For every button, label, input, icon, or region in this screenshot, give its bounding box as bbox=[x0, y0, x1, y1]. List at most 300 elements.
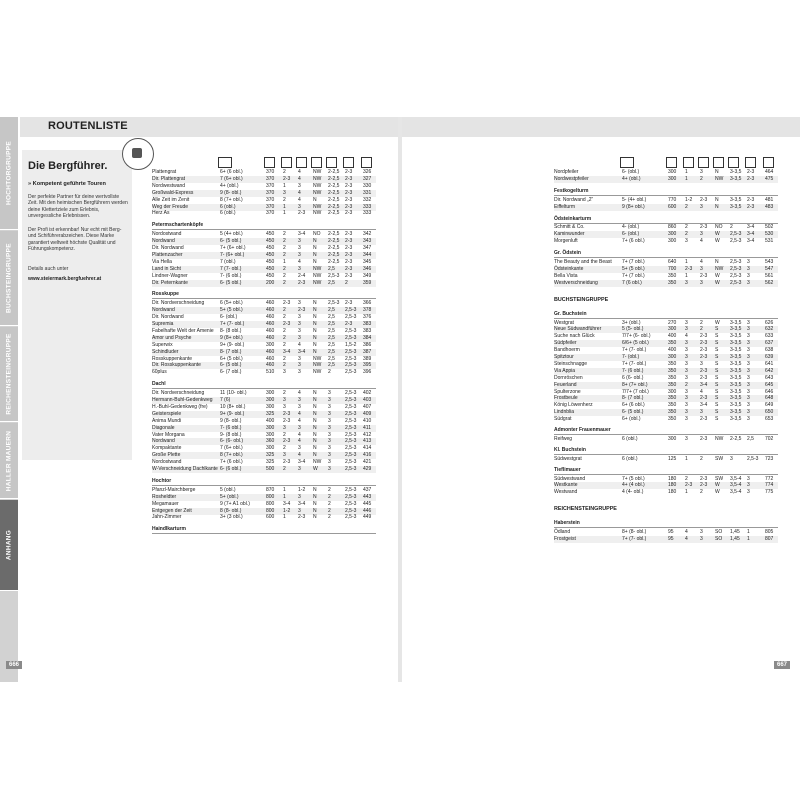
cell-col-4: 3 bbox=[298, 355, 301, 362]
cell-col-8: 413 bbox=[363, 438, 372, 445]
cell-col-4: 2-3 bbox=[298, 279, 306, 286]
cell-col-8: 330 bbox=[363, 182, 372, 189]
cell-col-3: 2 bbox=[685, 231, 688, 238]
cell-col-5: W bbox=[715, 489, 720, 496]
sidebar-tab-label: REICHENSTEINGRUPPE bbox=[5, 333, 13, 415]
cell-col-7: 2,5-3 bbox=[345, 362, 357, 369]
sidebar-tab-label: BUCHSTEINGRUPPE bbox=[5, 243, 13, 313]
cell-col-5: W bbox=[715, 231, 720, 238]
cell-col-0: Dir. Peternkante bbox=[152, 279, 188, 286]
cell-col-3: 3 bbox=[283, 424, 286, 431]
cell-col-6: 3 bbox=[328, 466, 331, 472]
cell-col-8: 641 bbox=[765, 360, 774, 367]
group-heading: Tieflimauer bbox=[554, 467, 778, 475]
cell-col-7: 2-3 bbox=[345, 245, 353, 251]
cell-col-6: 3-3,5 bbox=[730, 196, 742, 203]
infobox-paragraph-1: Der perfekte Partner für deine wertvollste Zeit. Mit den heimischen Bergführern werden deine Klettertziele zum Erlebnis, unvergessliche Erlebnissen. bbox=[28, 194, 128, 220]
cell-col-7: 2,5-3 bbox=[345, 445, 357, 452]
cell-col-4: 3-4 bbox=[700, 402, 708, 409]
cell-col-0: Geisterspiele bbox=[152, 410, 182, 417]
cell-col-4: 3 bbox=[700, 203, 703, 210]
cell-col-3: 3 bbox=[685, 395, 688, 402]
cell-col-0: König Löwenherz bbox=[554, 402, 593, 409]
cell-col-2: 770 bbox=[668, 196, 677, 203]
cell-col-7: 2,5-3 bbox=[747, 455, 759, 462]
cell-col-4: 2-3 bbox=[700, 196, 708, 203]
cell-col-0: Spulterzone bbox=[554, 388, 581, 395]
cell-col-0: W-Verschneidung Dachlkante bbox=[152, 466, 218, 472]
cell-col-2: 460 bbox=[266, 362, 275, 369]
cell-col-4: 2 bbox=[700, 455, 703, 462]
cell-col-2: 350 bbox=[668, 360, 677, 367]
cell-col-2: 350 bbox=[668, 381, 677, 388]
cell-col-6: 2,5 bbox=[328, 307, 335, 314]
cell-col-2: 300 bbox=[668, 231, 677, 238]
cell-col-3: 1 bbox=[283, 182, 286, 189]
cell-col-7: 3 bbox=[747, 265, 750, 272]
cell-col-7: 2,5-3 bbox=[345, 327, 357, 334]
cell-col-8: 807 bbox=[765, 536, 774, 542]
cell-col-2: 300 bbox=[266, 431, 275, 438]
cell-col-5: N bbox=[313, 348, 317, 355]
cell-col-0: Westverschneidung bbox=[554, 279, 598, 286]
icon-lnge-icon bbox=[666, 157, 677, 168]
cell-col-2: 350 bbox=[668, 374, 677, 381]
cell-col-6: 3-3,5 bbox=[730, 175, 742, 182]
cell-col-7: 2,5-3 bbox=[345, 369, 357, 376]
cell-col-1: 6- (6 obl.) bbox=[220, 466, 242, 472]
cell-col-8: 342 bbox=[363, 231, 372, 238]
cell-col-4: 3 bbox=[298, 424, 301, 431]
cell-col-4: 4 bbox=[700, 259, 703, 265]
cell-col-1: 7/7+ (6- obl.) bbox=[622, 333, 651, 340]
cell-col-2: 300 bbox=[668, 238, 677, 245]
cell-col-7: 2-3 bbox=[345, 321, 353, 327]
cell-col-2: 370 bbox=[266, 189, 275, 196]
cell-col-2: 325 bbox=[266, 459, 275, 466]
cell-col-3: 2-3 bbox=[283, 321, 291, 327]
cell-col-1: 7 (6 obl.) bbox=[622, 279, 642, 286]
cell-col-8: 543 bbox=[765, 259, 774, 265]
cell-col-4: 2 bbox=[700, 319, 703, 326]
cell-col-6: 3-3,5 bbox=[730, 333, 742, 340]
cell-col-4: 1-2 bbox=[298, 486, 306, 493]
cell-col-8: 383 bbox=[363, 321, 372, 327]
cell-col-4: 2-3 bbox=[700, 475, 708, 482]
cell-col-6: 3-3,5 bbox=[730, 347, 742, 354]
cell-col-7: 3 bbox=[747, 367, 750, 374]
cell-col-3: 4 bbox=[685, 536, 688, 542]
cell-col-5: N bbox=[313, 410, 317, 417]
cell-col-2: 870 bbox=[266, 486, 275, 493]
cell-col-7: 2,5-3 bbox=[345, 417, 357, 424]
cell-col-8: 359 bbox=[363, 279, 372, 286]
table-row bbox=[152, 514, 376, 521]
cell-col-6: 2-2,5 bbox=[328, 175, 340, 182]
cell-col-7: 2-3 bbox=[345, 203, 353, 210]
table-row bbox=[554, 456, 778, 463]
cell-col-0: Jahn-Zimmer bbox=[152, 514, 182, 521]
cell-col-7: 2-3 bbox=[747, 203, 755, 210]
cell-col-8: 403 bbox=[363, 397, 372, 403]
cell-col-0: Westwand bbox=[554, 489, 578, 496]
group-heading: Admonter Frauenmauer bbox=[554, 427, 778, 435]
sidebar-tab-reichensteingruppe[interactable] bbox=[0, 327, 18, 422]
page-number-left: 666 bbox=[6, 661, 22, 669]
cell-col-2: 350 bbox=[668, 340, 677, 347]
cell-col-7: 2,5-3 bbox=[345, 486, 357, 493]
cell-col-2: 300 bbox=[668, 169, 677, 175]
cell-col-1: 9 (7+ A1 obl.) bbox=[220, 500, 250, 507]
cell-col-7: 2-3 bbox=[345, 258, 353, 265]
cell-col-3: 2-3 bbox=[283, 417, 291, 424]
cell-col-5: N bbox=[715, 169, 719, 175]
cell-col-6: 3,5-4 bbox=[730, 475, 742, 482]
cell-col-1: 6 (obl.) bbox=[622, 435, 638, 442]
cell-col-4: 2-3 bbox=[298, 514, 306, 521]
cell-col-6: 2,5 bbox=[328, 355, 335, 362]
cell-col-3: 3-4 bbox=[283, 348, 291, 355]
cell-col-5: N bbox=[313, 514, 317, 521]
cell-col-6: 1,45 bbox=[730, 536, 740, 542]
cell-col-3: 2 bbox=[283, 307, 286, 314]
cell-col-0: Lindnblia bbox=[554, 409, 575, 416]
cell-col-2: 800 bbox=[266, 507, 275, 514]
cell-col-6: 2-2,5 bbox=[328, 251, 340, 258]
cell-col-5: NW bbox=[313, 203, 322, 210]
table-row bbox=[554, 204, 778, 211]
icon-zustieg-icon bbox=[343, 157, 354, 168]
cell-col-4: 3-4 bbox=[298, 348, 306, 355]
cell-col-2: 300 bbox=[266, 424, 275, 431]
table-row bbox=[554, 536, 778, 543]
group-heading: Rosskuppe bbox=[152, 291, 376, 299]
cell-col-8: 642 bbox=[765, 367, 774, 374]
cell-col-2: 95 bbox=[668, 536, 674, 542]
cell-col-2: 350 bbox=[668, 409, 677, 416]
cell-col-6: 2-2,5 bbox=[328, 258, 340, 265]
cell-col-1: 9- (8 obl.) bbox=[220, 431, 242, 438]
cell-col-5: S bbox=[715, 354, 719, 360]
cell-col-4: 4 bbox=[298, 417, 301, 424]
cell-col-6: 2-2,5 bbox=[730, 435, 742, 442]
cell-col-6: 3 bbox=[328, 410, 331, 417]
cell-col-4: 3 bbox=[700, 279, 703, 286]
cell-col-7: 2-3 bbox=[747, 169, 755, 175]
cell-col-5: W bbox=[715, 279, 720, 286]
cell-col-5: SW bbox=[715, 475, 724, 482]
cell-col-1: 5+ (5 obl.) bbox=[622, 265, 645, 272]
cell-col-8: 633 bbox=[765, 333, 774, 340]
group-heading: Kl. Buchstein bbox=[554, 447, 778, 455]
sidebar-tab-buchsteingruppe[interactable] bbox=[0, 231, 18, 326]
cell-col-1: 6- (5 obl.) bbox=[220, 362, 242, 369]
cell-col-2: 350 bbox=[668, 416, 677, 423]
right-page bbox=[402, 117, 800, 682]
cell-col-0: Dir. Nordwand „2“ bbox=[554, 196, 594, 203]
cell-col-1: 10 (8+ obl.) bbox=[220, 403, 246, 410]
cell-col-4: 3 bbox=[298, 182, 301, 189]
cell-col-1: 4+ (4 obl.) bbox=[622, 482, 645, 489]
cell-col-8: 639 bbox=[765, 354, 774, 360]
cell-col-6: 2 bbox=[328, 500, 331, 507]
cell-col-5: NW bbox=[313, 169, 322, 175]
group-heading: Petermschartenköpfe bbox=[152, 222, 376, 230]
cell-col-3: 1 bbox=[283, 210, 286, 217]
cell-col-7: 3 bbox=[747, 272, 750, 279]
sidebar-tab-hochtorgruppe[interactable] bbox=[0, 117, 18, 230]
cell-col-4: 3 bbox=[298, 265, 301, 272]
cell-col-6: 2,5-3 bbox=[730, 272, 742, 279]
cell-col-4: 3 bbox=[298, 403, 301, 410]
cell-col-5: NW bbox=[313, 362, 322, 369]
cell-col-4: 2-3 bbox=[700, 435, 708, 442]
cell-col-6: 3-3,5 bbox=[730, 326, 742, 333]
cell-col-3: 2 bbox=[283, 196, 286, 203]
cell-col-2: 400 bbox=[266, 417, 275, 424]
cell-col-4: 3 bbox=[298, 321, 301, 327]
cell-col-2: 350 bbox=[668, 272, 677, 279]
cell-col-0: Bella Vista bbox=[554, 272, 578, 279]
cell-col-6: 3 bbox=[328, 417, 331, 424]
cell-col-4: 2 bbox=[700, 326, 703, 333]
cell-col-1: 5 (5- obl.) bbox=[622, 326, 644, 333]
cell-col-8: 395 bbox=[363, 362, 372, 369]
mountain-group-heading: BUCHSTEINGRUPPE bbox=[554, 296, 609, 303]
cell-col-6: 3 bbox=[328, 445, 331, 452]
cell-col-0: Superwix bbox=[152, 341, 173, 348]
cell-col-3: 3 bbox=[685, 388, 688, 395]
cell-col-8: 561 bbox=[765, 272, 774, 279]
cell-col-3: 3 bbox=[685, 402, 688, 409]
cell-col-5: NO bbox=[715, 224, 723, 231]
cell-col-6: 3-3,5 bbox=[730, 395, 742, 402]
cell-col-5: N bbox=[313, 196, 317, 203]
cell-col-4: 2 bbox=[700, 489, 703, 496]
cell-col-3: 2 bbox=[283, 334, 286, 341]
cell-col-1: 5 (obl.) bbox=[220, 486, 236, 493]
cell-col-8: 331 bbox=[363, 189, 372, 196]
cell-col-1: 4+ (obl.) bbox=[220, 182, 239, 189]
cell-col-5: NW bbox=[313, 272, 322, 279]
cell-col-8: 475 bbox=[765, 175, 774, 182]
cell-col-3: 2-3 bbox=[685, 482, 693, 489]
cell-col-0: Nordostwand bbox=[152, 459, 182, 466]
cell-col-0: Nordwand bbox=[152, 307, 175, 314]
cell-col-1: 6- (5 obl.) bbox=[220, 238, 242, 245]
sidebar-tab-anhang[interactable] bbox=[0, 500, 18, 591]
table-row bbox=[554, 176, 778, 183]
cell-col-5: N bbox=[313, 452, 317, 459]
cell-col-0: Dir. Nordverschneidung bbox=[152, 300, 205, 307]
cell-col-0: Weg der Freude bbox=[152, 203, 189, 210]
cell-col-5: N bbox=[313, 321, 317, 327]
cell-col-1: 9 (8- obl.) bbox=[220, 189, 242, 196]
cell-col-3: 3 bbox=[685, 435, 688, 442]
cell-col-5: NW bbox=[313, 265, 322, 272]
group-heading: Dachl bbox=[152, 381, 376, 389]
cell-col-3: 3 bbox=[685, 319, 688, 326]
cell-col-4: 3 bbox=[700, 409, 703, 416]
cell-col-0: Südwestwand bbox=[554, 475, 586, 482]
cell-col-8: 343 bbox=[363, 238, 372, 245]
cell-col-6: 3-3,5 bbox=[730, 402, 742, 409]
cell-col-2: 460 bbox=[266, 334, 275, 341]
cell-col-3: 2-3 bbox=[283, 410, 291, 417]
cell-col-3: 3 bbox=[283, 369, 286, 376]
cell-col-2: 460 bbox=[266, 355, 275, 362]
cell-col-2: 200 bbox=[266, 279, 275, 286]
cell-col-2: 300 bbox=[266, 403, 275, 410]
cell-col-7: 3-4 bbox=[747, 231, 755, 238]
cell-col-0: Südpfeiler bbox=[554, 340, 577, 347]
cell-col-7: 3 bbox=[747, 489, 750, 496]
cell-col-5: S bbox=[715, 388, 719, 395]
cell-col-2: 600 bbox=[668, 203, 677, 210]
cell-col-0: Plattenzacher bbox=[152, 251, 183, 258]
cell-col-3: 3 bbox=[283, 189, 286, 196]
cell-col-0: Nordpfeiler bbox=[554, 169, 579, 175]
cell-col-0: Südgrat bbox=[554, 416, 572, 423]
cell-col-3: 1 bbox=[685, 272, 688, 279]
cell-col-2: 360 bbox=[266, 438, 275, 445]
cell-col-7: 3 bbox=[747, 354, 750, 360]
cell-col-2: 95 bbox=[668, 529, 674, 536]
cell-col-8: 483 bbox=[765, 203, 774, 210]
cell-col-5: NW bbox=[715, 265, 724, 272]
cell-col-0: Rosskuppenkante bbox=[152, 355, 193, 362]
cell-col-7: 1 bbox=[747, 536, 750, 542]
cell-col-2: 460 bbox=[266, 314, 275, 321]
cell-col-7: 3 bbox=[747, 340, 750, 347]
cell-col-4: 4 bbox=[298, 390, 301, 397]
cell-col-3: 2 bbox=[283, 279, 286, 286]
cell-col-4: 3 bbox=[298, 300, 301, 307]
cell-col-3: 3 bbox=[685, 416, 688, 423]
cell-col-3: 2 bbox=[283, 355, 286, 362]
cell-col-6: 2-2,5 bbox=[328, 245, 340, 251]
cell-col-1: 7 (6+ obl.) bbox=[220, 445, 243, 452]
cell-col-1: 3+ (3 obl.) bbox=[220, 514, 243, 521]
cell-col-7: 2,5-3 bbox=[345, 507, 357, 514]
page-heading: ROUTENLISTE bbox=[48, 120, 128, 132]
mountain-group-heading: REICHENSTEINGRUPPE bbox=[554, 506, 617, 513]
cell-col-1: 6+ (6 obl.) bbox=[622, 402, 645, 409]
cell-col-0: Nordostwand bbox=[152, 231, 182, 238]
cell-col-8: 530 bbox=[765, 231, 774, 238]
cell-col-8: 386 bbox=[363, 341, 372, 348]
icon-expo-icon bbox=[326, 157, 337, 168]
cell-col-7: 3 bbox=[747, 416, 750, 423]
cell-col-2: 270 bbox=[668, 319, 677, 326]
cell-col-0: Suche nach Glück bbox=[554, 333, 595, 340]
group-heading: Gr. Ödstein bbox=[554, 250, 778, 258]
cell-col-8: 412 bbox=[363, 431, 372, 438]
cell-col-7: 2-3 bbox=[345, 238, 353, 245]
cell-col-6: 2-2,5 bbox=[328, 182, 340, 189]
cell-col-4: 4 bbox=[298, 175, 301, 182]
icon-nr-icon bbox=[361, 157, 372, 168]
cell-col-3: 2 bbox=[283, 231, 286, 238]
cell-col-6: 2-2,5 bbox=[328, 210, 340, 217]
cell-col-7: 2,5-3 bbox=[345, 334, 357, 341]
cell-col-7: 2,5-3 bbox=[345, 466, 357, 472]
cell-col-8: 723 bbox=[765, 455, 774, 462]
cell-col-7: 2-3 bbox=[345, 251, 353, 258]
cell-col-6: 2,5-3 bbox=[730, 259, 742, 265]
cell-col-5: SO bbox=[715, 529, 723, 536]
cell-col-4: 2-3 bbox=[700, 367, 708, 374]
cell-col-1: 5 (4+ obl.) bbox=[220, 231, 243, 238]
cell-col-3: 3 bbox=[685, 279, 688, 286]
cell-col-1: 6- (7 obl.) bbox=[220, 369, 242, 376]
cell-col-1: 4+ (obl.) bbox=[622, 175, 641, 182]
cell-col-0: Nordwestpfeiler bbox=[554, 175, 589, 182]
cell-col-5: W bbox=[715, 482, 720, 489]
cell-col-1: 8 (7+ obl.) bbox=[220, 452, 243, 459]
cell-col-2: 325 bbox=[266, 410, 275, 417]
cell-col-7: 2,5-3 bbox=[345, 459, 357, 466]
cell-col-6: 3 bbox=[328, 390, 331, 397]
cell-col-8: 416 bbox=[363, 452, 372, 459]
cell-col-8: 626 bbox=[765, 319, 774, 326]
cell-col-5: N bbox=[313, 258, 317, 265]
cell-col-6: 2,5-3 bbox=[730, 279, 742, 286]
cell-col-8: 646 bbox=[765, 388, 774, 395]
cell-col-0: Plattengrat bbox=[152, 169, 177, 175]
cell-col-0: Fabelhafte Welt der Amenie bbox=[152, 327, 214, 334]
cell-col-5: NO bbox=[313, 231, 321, 238]
cell-col-5: NW bbox=[313, 182, 322, 189]
cell-col-5: N bbox=[313, 251, 317, 258]
cell-col-5: S bbox=[715, 347, 719, 354]
cell-col-5: NW bbox=[313, 175, 322, 182]
cell-col-5: N bbox=[313, 424, 317, 431]
icon-uiaa-icon bbox=[620, 157, 634, 168]
cell-col-4: 3-4 bbox=[298, 500, 306, 507]
cell-col-8: 650 bbox=[765, 409, 774, 416]
cell-col-7: 3 bbox=[747, 402, 750, 409]
cell-col-2: 400 bbox=[668, 333, 677, 340]
cell-col-6: 2,5 bbox=[328, 279, 335, 286]
cell-col-3: 1-2 bbox=[685, 196, 693, 203]
icon-abs-icon bbox=[698, 157, 709, 168]
cell-col-7: 2-3 bbox=[345, 272, 353, 279]
cell-col-5: N bbox=[715, 259, 719, 265]
cell-col-6: 2-2,5 bbox=[328, 169, 340, 175]
cell-col-4: 3 bbox=[700, 265, 703, 272]
cell-col-1: 7+ (7- obl.) bbox=[622, 360, 647, 367]
cell-col-5: N bbox=[715, 203, 719, 210]
cell-col-0: Westgrat bbox=[554, 319, 574, 326]
cell-col-3: 2 bbox=[283, 272, 286, 279]
sidebar-tab-haller-mauern[interactable] bbox=[0, 423, 18, 499]
infobox-url[interactable]: www.steiermark.bergfuehrer.at bbox=[28, 276, 102, 282]
cell-col-6: 3-3,5 bbox=[730, 381, 742, 388]
cell-col-0: Megamauer bbox=[152, 500, 179, 507]
cell-col-6: 2,5 bbox=[328, 321, 335, 327]
cell-col-4: 3 bbox=[298, 369, 301, 376]
cell-col-6: 2 bbox=[328, 507, 331, 514]
cell-col-0: Supremia bbox=[152, 321, 174, 327]
cell-col-4: 3 bbox=[298, 445, 301, 452]
cell-col-1: 6+ (5 obl.) bbox=[220, 355, 243, 362]
cell-col-6: 3-3,5 bbox=[730, 319, 742, 326]
cell-col-1: 7 (6) bbox=[220, 397, 231, 403]
cell-col-4: 3 bbox=[298, 493, 301, 500]
cell-col-1: 7+ (7- obl.) bbox=[622, 536, 647, 542]
cell-col-8: 502 bbox=[765, 224, 774, 231]
